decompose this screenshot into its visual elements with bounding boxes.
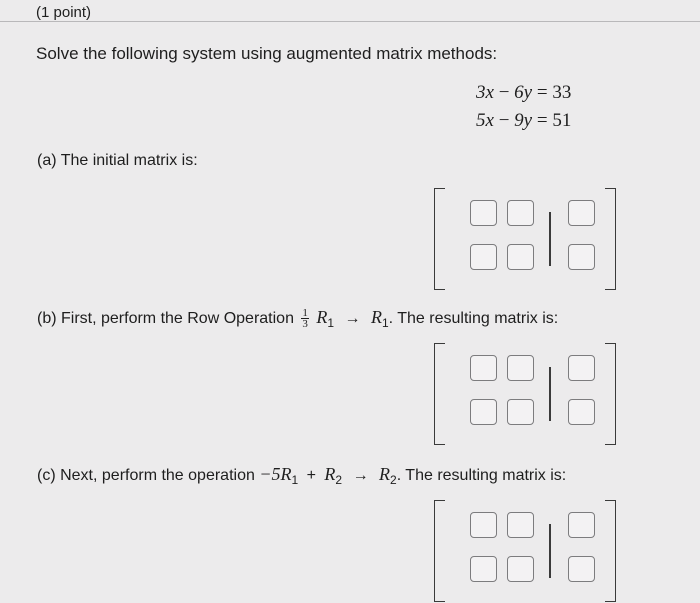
part-b-prefix: (b) First, perform the Row Operation: [37, 310, 294, 327]
matrix-b-left-bracket: [434, 343, 445, 445]
points-label: (1 point): [36, 4, 92, 21]
part-c-arrow: →: [352, 467, 369, 484]
equation-1: [476, 82, 571, 104]
matrix-b-cell-r1c3[interactable]: [568, 355, 595, 381]
eq2-term1: 5x: [476, 110, 494, 131]
part-c-term1: −5R: [259, 464, 292, 484]
part-a-label: (a) The initial matrix is:: [37, 152, 198, 169]
part-b-fraction-num: 1: [302, 307, 308, 320]
matrix-c-cell-r2c2[interactable]: [507, 556, 534, 582]
part-c-term2: R: [324, 464, 336, 484]
eq1-term2: 6y: [514, 82, 533, 103]
eq2-rhs: 51: [552, 110, 572, 131]
matrix-b-right-bracket: [605, 343, 616, 445]
part-b-row-sub: 1: [327, 316, 335, 331]
part-c-term2-sub: 2: [335, 473, 343, 488]
eq2-equals: =: [536, 110, 548, 131]
matrix-c-right-bracket: [605, 500, 616, 602]
part-b-suffix: . The resulting matrix is:: [388, 310, 559, 327]
matrix-b-cell-r1c1[interactable]: [470, 355, 497, 381]
matrix-a-cell-r2c1[interactable]: [470, 244, 497, 270]
matrix-c-cell-r1c2[interactable]: [507, 512, 534, 538]
matrix-c-left-bracket: [434, 500, 445, 602]
part-b-fraction-den: 3: [302, 318, 308, 331]
eq2-term2: 9y: [514, 110, 533, 131]
matrix-a-cell-r2c2[interactable]: [507, 244, 534, 270]
matrix-a-augment-bar: [549, 212, 551, 266]
header-divider: [0, 21, 700, 22]
eq1-op: −: [498, 82, 510, 103]
matrix-a: [434, 188, 616, 288]
matrix-a-cell-r1c1[interactable]: [470, 200, 497, 226]
part-c-label: [37, 464, 566, 487]
eq1-rhs: 33: [552, 82, 572, 103]
matrix-b-cell-r2c2[interactable]: [507, 399, 534, 425]
matrix-a-right-bracket: [605, 188, 616, 290]
part-b-row: R: [316, 307, 328, 327]
matrix-c-cell-r1c1[interactable]: [470, 512, 497, 538]
part-c-target-sub: 2: [390, 473, 397, 488]
part-c-target: R: [379, 464, 391, 484]
eq1-equals: =: [536, 82, 548, 103]
equation-2: [476, 110, 571, 132]
instruction-text: Solve the following system using augmented matrix methods:: [36, 44, 498, 63]
matrix-c: [434, 500, 616, 600]
matrix-a-cell-r2c3[interactable]: [568, 244, 595, 270]
part-b-label: [37, 307, 558, 330]
matrix-c-cell-r2c1[interactable]: [470, 556, 497, 582]
part-c-suffix: . The resulting matrix is:: [396, 467, 567, 484]
matrix-a-cell-r1c3[interactable]: [568, 200, 595, 226]
matrix-b-cell-r2c1[interactable]: [470, 399, 497, 425]
matrix-c-cell-r2c3[interactable]: [568, 556, 595, 582]
matrix-a-left-bracket: [434, 188, 445, 290]
eq2-op: −: [498, 110, 510, 131]
matrix-b-cell-r1c2[interactable]: [507, 355, 534, 381]
eq1-term1: 3x: [476, 82, 494, 103]
part-c-plus: +: [306, 467, 316, 484]
matrix-c-augment-bar: [549, 524, 551, 578]
part-b-target-sub: 1: [381, 316, 389, 331]
part-b-target: R: [370, 307, 382, 327]
matrix-b: [434, 343, 616, 443]
matrix-b-augment-bar: [549, 367, 551, 421]
part-c-prefix: (c) Next, perform the operation: [37, 467, 255, 484]
matrix-a-cell-r1c2[interactable]: [507, 200, 534, 226]
part-b-arrow: →: [344, 310, 361, 327]
matrix-b-cell-r2c3[interactable]: [568, 399, 595, 425]
part-b-fraction: [301, 308, 309, 329]
part-c-term1-sub: 1: [291, 473, 299, 488]
matrix-c-cell-r1c3[interactable]: [568, 512, 595, 538]
